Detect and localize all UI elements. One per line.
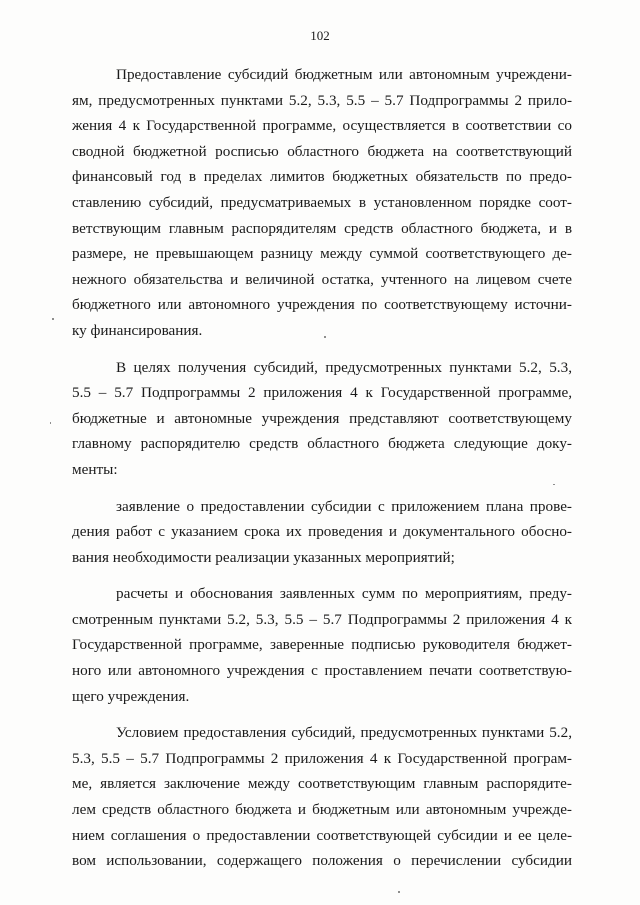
paragraph-application-item: [72, 494, 572, 571]
text-line: В целях получения субсидий, предусмотренных пунктами 5.2, 5.3,: [116, 358, 572, 376]
page-number: 102: [310, 28, 330, 43]
text-line: жения 4 к Государственной программе, осуществляется в соответствии со: [72, 117, 572, 135]
text-line: вом использовании, содержащего положения о перечислении субсидии: [72, 852, 572, 870]
text-line: Государственной программе, заверенные подписью руководителя бюджет-: [72, 636, 572, 654]
text-line: щего учреждения.: [72, 687, 190, 705]
text-line: 5.5 – 5.7 Подпрограммы 2 приложения 4 к Государственной программе,: [72, 384, 572, 402]
scan-speck: [398, 891, 400, 893]
scan-speck: [324, 336, 326, 338]
text-line: ветствующим главным распорядителям средств областного бюджета, и в: [72, 219, 572, 237]
scan-speck: [52, 318, 54, 320]
scan-speck: [50, 422, 51, 424]
text-line: размере, не превышающем разницу между суммой соответствующего де-: [72, 245, 572, 263]
body-text: [72, 62, 572, 874]
paragraph-agreement-condition: [72, 720, 572, 874]
text-line: заявление о предоставлении субсидии с приложением плана прове-: [116, 497, 572, 515]
text-line: ям, предусмотренных пунктами 5.2, 5.3, 5.5 – 5.7 Подпрограммы 2 прило-: [72, 91, 572, 109]
text-line: расчеты и обоснования заявленных сумм по мероприятиям, преду-: [116, 585, 572, 603]
text-line: бюджетные и автономные учреждения представляют соответствующему: [72, 409, 572, 427]
paragraph-gap: [72, 344, 572, 355]
paragraph-subsidy-provision: [72, 62, 572, 344]
text-line: ме, является заключение между соответствующим главным распорядите-: [72, 775, 572, 793]
text-line: нежного обязательства и величиной остатка, учтенного на лицевом счете: [72, 270, 572, 288]
text-line: финансовый год в пределах лимитов бюджетных обязательств по предо-: [72, 168, 572, 186]
text-line: лем средств областного бюджета и бюджетным или автономным учрежде-: [72, 801, 572, 819]
paragraph-documents-required: [72, 355, 572, 483]
scan-speck: [553, 484, 555, 485]
text-line: 5.3, 5.5 – 5.7 Подпрограммы 2 приложения 4 к Государственной програм-: [72, 749, 572, 767]
text-line: дения работ с указанием срока их проведения и документального обосно-: [72, 523, 572, 541]
text-line: смотренным пунктами 5.2, 5.3, 5.5 – 5.7 Подпрограммы 2 приложения 4 к: [72, 610, 572, 628]
paragraph-gap: [72, 570, 572, 581]
text-line: менты:: [72, 460, 118, 478]
paragraph-gap: [72, 483, 572, 494]
text-line: ку финансирования.: [72, 321, 203, 339]
text-line: ставлению субсидий, предусматриваемых в установленном порядке соот-: [72, 193, 572, 211]
text-line: бюджетного или автономного учреждения по соответствующему источни-: [72, 296, 572, 314]
paragraph-calculations-item: [72, 581, 572, 709]
text-line: Условием предоставления субсидий, предусмотренных пунктами 5.2,: [116, 724, 572, 742]
text-line: ного или автономного учреждения с проставлением печати соответствую-: [72, 662, 572, 680]
text-line: вания необходимости реализации указанных мероприятий;: [72, 548, 455, 566]
text-line: нием соглашения о предоставлении соответствующей субсидии и ее целе-: [72, 826, 572, 844]
text-line: главному распорядителю средств областного бюджета следующие доку-: [72, 435, 572, 453]
text-line: Предоставление субсидий бюджетным или автономным учреждени-: [116, 66, 572, 83]
text-line: сводной бюджетной росписью областного бюджета на соответствующий: [72, 142, 572, 160]
paragraph-gap: [72, 709, 572, 720]
